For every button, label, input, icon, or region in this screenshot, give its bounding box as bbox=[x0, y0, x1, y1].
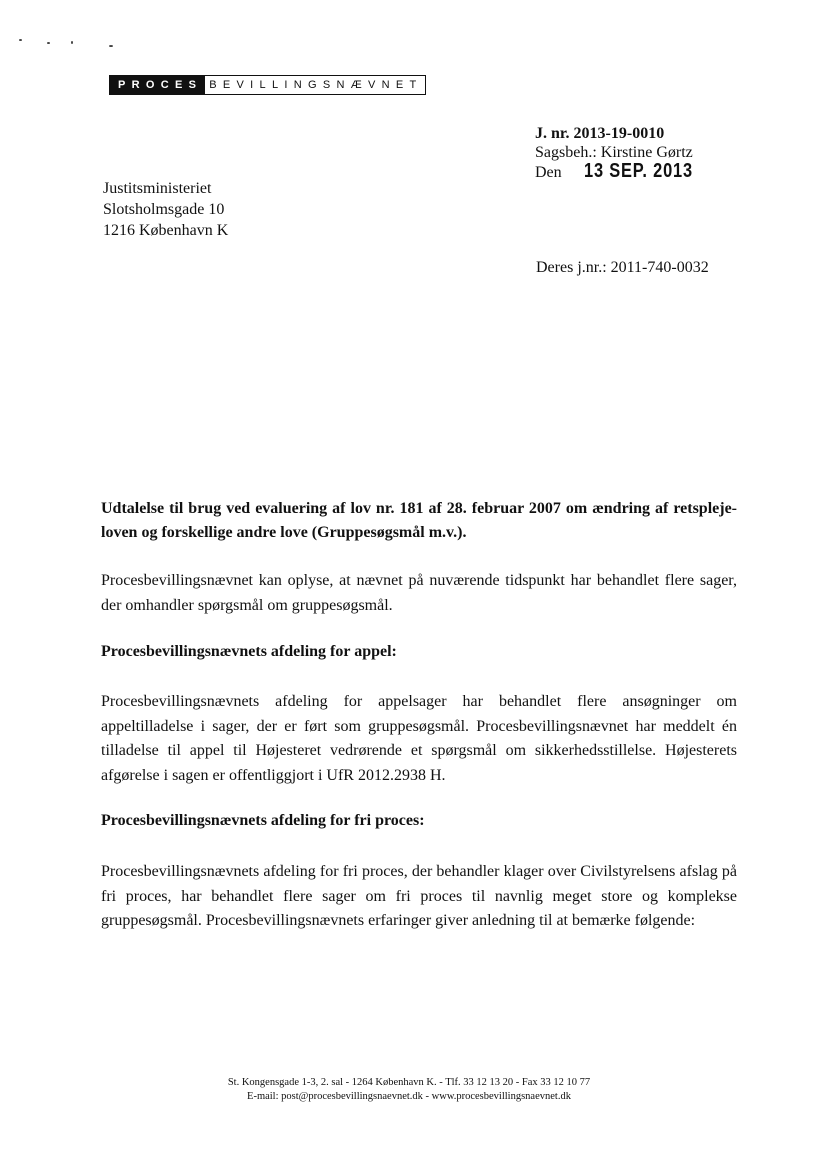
reference-block bbox=[535, 124, 717, 182]
footer bbox=[0, 1076, 828, 1104]
free-process-paragraph: Procesbevillingsnævnets afdeling for fri proces, der behandler klager over Civilstyrelsens afslag på fri proces, har behandlet flere sager om fri proces til navnlig meget store og komplekse gruppesøgsmål. Procesbevillingsnævnets erfaringer giver anledning til at bemærke følgende: bbox=[101, 863, 737, 930]
scan-speck bbox=[109, 45, 113, 47]
journal-number: J. nr. 2013-19-0010 bbox=[535, 125, 665, 142]
letter-title: Udtalelse til brug ved evaluering af lov nr. 181 af 28. februar 2007 om ændring af retspleje-loven og forskellige andre love (Gruppesøgsmål m.v.). bbox=[101, 500, 737, 541]
scan-speck bbox=[71, 41, 73, 44]
recipient-address bbox=[103, 178, 228, 241]
date-stamp: 13 SEP. 2013 bbox=[583, 160, 693, 182]
heading-appeal: Procesbevillingsnævnets afdeling for appel: bbox=[101, 643, 397, 660]
scan-speck bbox=[47, 42, 50, 44]
date-label: Den bbox=[535, 164, 562, 181]
footer-address: St. Kongensgade 1-3, 2. sal - 1264 København K. - Tlf. 33 12 13 20 - Fax 33 12 10 77 bbox=[227, 1077, 591, 1088]
logo-dark-part: PROCES bbox=[110, 76, 205, 94]
recipient-street: Slotsholmsgade 10 bbox=[103, 201, 225, 218]
letterhead-logo bbox=[109, 75, 426, 95]
heading-free-process: Procesbevillingsnævnets afdeling for fri proces: bbox=[101, 812, 425, 829]
scan-speck bbox=[19, 39, 22, 41]
date-row bbox=[535, 162, 717, 182]
logo-light-part: BEVILLINGSNÆVNET bbox=[205, 76, 424, 94]
recipient-city: 1216 København K bbox=[103, 222, 229, 239]
case-officer: Sagsbeh.: Kirstine Gørtz bbox=[535, 144, 693, 161]
intro-paragraph: Procesbevillingsnævnet kan oplyse, at nævnet på nuværende tidspunkt har behandlet flere sager, der omhandler spørgsmål om gruppesøgsmål. bbox=[101, 572, 737, 614]
recipient-name: Justitsministeriet bbox=[103, 180, 212, 197]
their-reference: Deres j.nr.: 2011-740-0032 bbox=[536, 259, 709, 276]
footer-contact: E-mail: post@procesbevillingsnaevnet.dk - www.procesbevillingsnaevnet.dk bbox=[247, 1091, 571, 1102]
appeal-paragraph: Procesbevillingsnævnets afdeling for appelsager har behandlet flere ansøgninger om appeltilladelse i sager, der er ført som gruppesøgsmål. Procesbevillingsnævnet har meddelt én tilladelse til appel til Højesteret vedrørende et spørgsmål om sikkerhedsstillelse. Højesterets afgørelse i sagen er offentliggjort i UfR 2012.2938 H. bbox=[101, 693, 737, 784]
